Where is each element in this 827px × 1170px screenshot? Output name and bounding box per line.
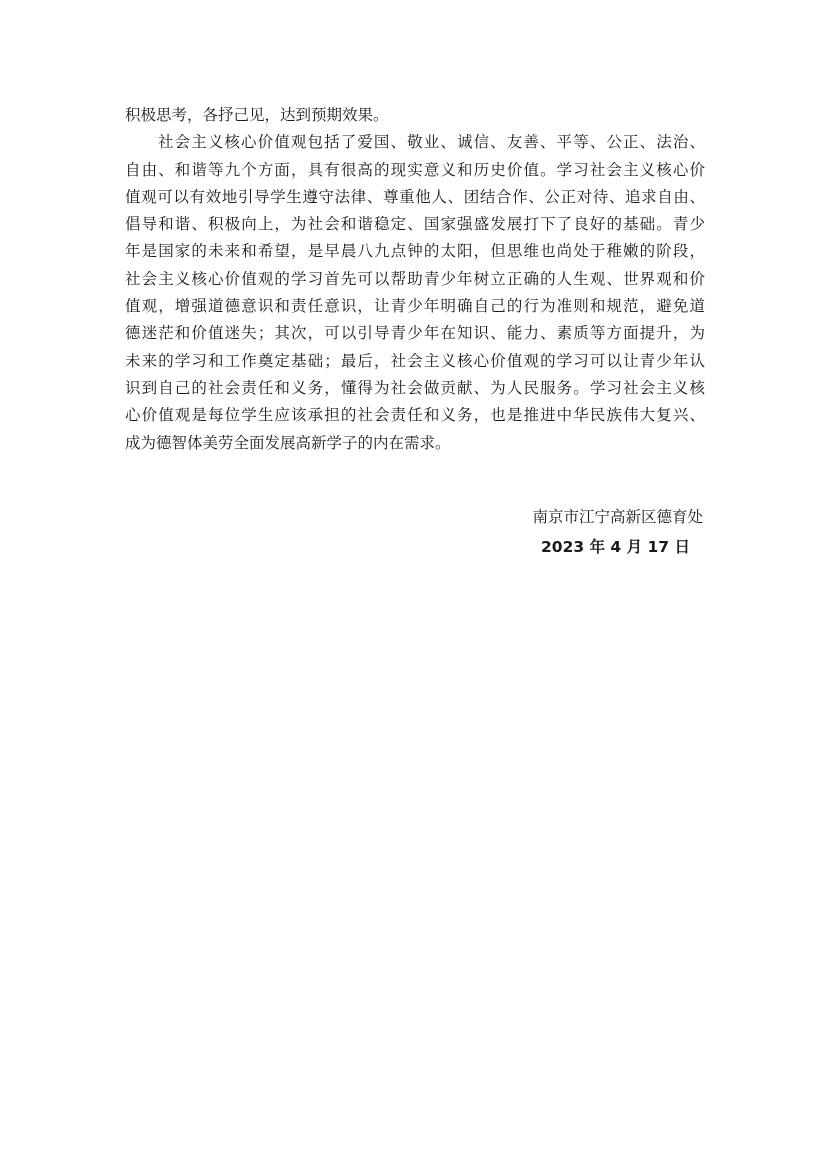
text-line: 自由、和谐等九个方面，具有很高的现实意义和历史价值。学习社会主义核心价 <box>125 160 705 179</box>
text-line: 值观可以有效地引导学生遵守法律、尊重他人、团结合作、公正对待、追求自由、 <box>125 187 705 206</box>
paragraph-first-line: 社会主义核心价值观包括了爱国、敬业、诚信、友善、平等、公正、法治、 <box>158 133 705 152</box>
text-line: 心价值观是每位学生应该承担的社会责任和义务，也是推进中华民族伟大复兴、 <box>125 406 705 425</box>
text-line: 德迷茫和价值迷失；其次，可以引导青少年在知识、能力、素质等方面提升，为 <box>125 324 705 343</box>
signature-date: 2023 年 4 月 17 日 <box>541 538 690 556</box>
text-line: 识到自己的社会责任和义务，懂得为社会做贡献、为人民服务。学习社会主义核 <box>125 378 705 397</box>
text-line: 社会主义核心价值观的学习首先可以帮助青少年树立正确的人生观、世界观和价 <box>125 269 705 288</box>
text-line: 值观，增强道德意识和责任意识，让青少年明确自己的行为准则和规范，避免道 <box>125 297 705 316</box>
text-line: 积极思考，各抒己见，达到预期效果。 <box>125 106 389 124</box>
text-line: 倡导和谐、积极向上，为社会和谐稳定、国家强盛发展打下了良好的基础。青少 <box>125 215 705 234</box>
signature-organization: 南京市江宁高新区德育处 <box>532 508 703 526</box>
body-text <box>125 102 705 457</box>
text-line: 年是国家的未来和希望，是早晨八九点钟的太阳，但思维也尚处于稚嫩的阶段， <box>125 242 705 261</box>
text-line: 未来的学习和工作奠定基础；最后，社会主义核心价值观的学习可以让青少年认 <box>125 351 705 370</box>
paragraph-last-line: 成为德智体美劳全面发展高新学子的内在需求。 <box>125 433 451 452</box>
